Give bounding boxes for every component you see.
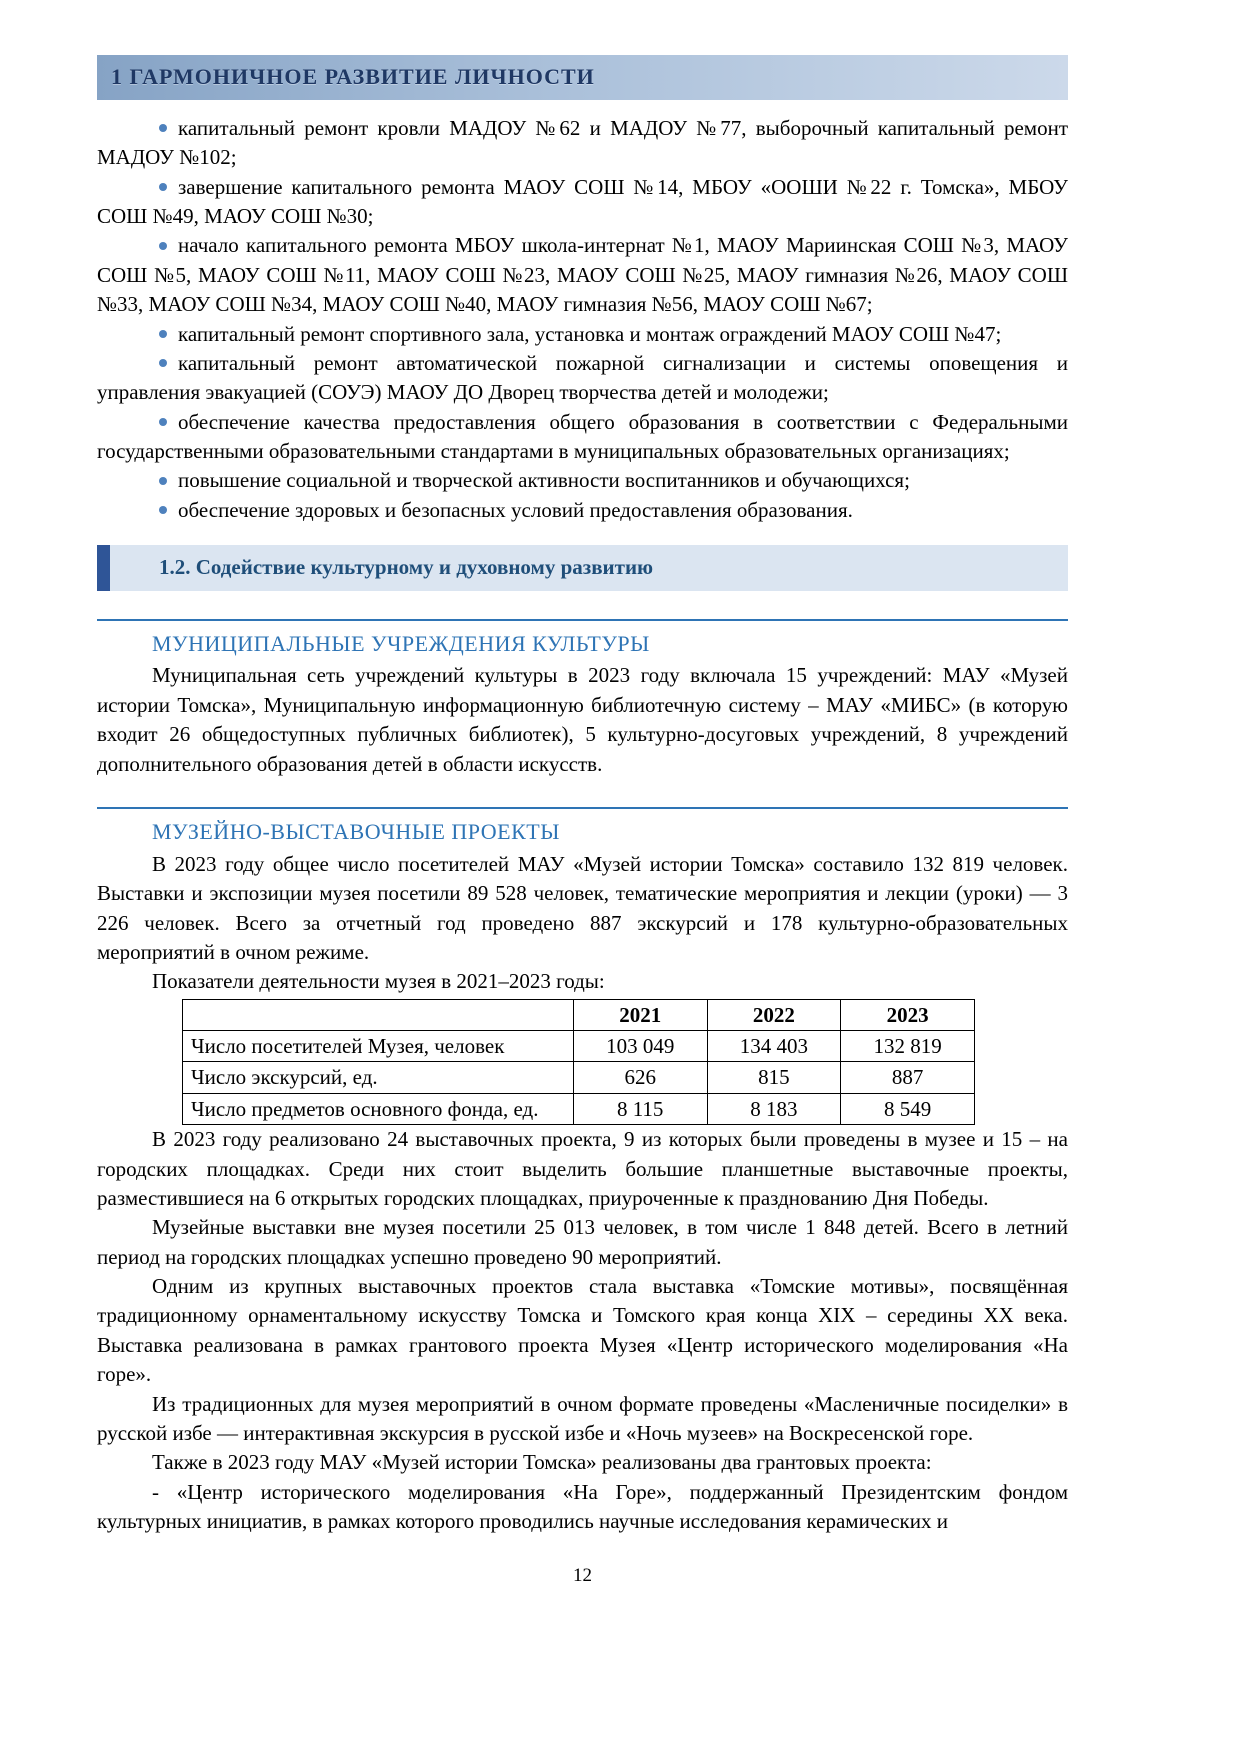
paragraph: Муниципальная сеть учреждений культуры в 2023 году включала 15 учреждений: МАУ «Музей истории Томска», Муниципальную информационную библиотечную систему – МАУ «МИБС» (в которую входит 26 общедоступных публичных библиотек), 5 культурно-досуговых учреждений, 8 учреждений дополнительного образования детей в области искусств. [97,663,1068,776]
table-row [183,1031,975,1062]
table-row [183,1062,975,1093]
bullet-item [97,114,1068,173]
table-row [183,1093,975,1124]
section-1-2-band [97,545,1068,590]
paragraph: Также в 2023 году МАУ «Музей истории Томска» реализованы два грантовых проекта: [152,1450,932,1475]
chapter-banner-title: 1 ГАРМОНИЧНОЕ РАЗВИТИЕ ЛИЧНОСТИ [111,64,595,89]
table-cell: 8 549 [841,1093,975,1124]
bullet-dot-icon [159,124,167,132]
table-cell: 103 049 [573,1031,707,1062]
table-cell: 8 115 [573,1093,707,1124]
table-cell: 8 183 [707,1093,841,1124]
chapter-banner [97,55,1068,100]
bullet-item [97,349,1068,408]
subsection-culture-title: МУНИЦИПАЛЬНЫЕ УЧРЕЖДЕНИЯ КУЛЬТУРЫ [152,630,650,656]
paragraph: Одним из крупных выставочных проектов стала выставка «Томские мотивы», посвящённая традиционному орнаментальному искусству Томска и Томского края конца XIX – середины XX века. Выставка реализована в рамках грантового проекта Музея «Центр исторического моделирования «На горе». [97,1274,1068,1387]
bullet-dot-icon [159,359,167,367]
table-cell: Число предметов основного фонда, ед. [183,1093,574,1124]
subsection-museum-title: МУЗЕЙНО-ВЫСТАВОЧНЫЕ ПРОЕКТЫ [152,819,560,845]
bullet-item [97,496,1068,525]
bullet-item [97,173,1068,232]
bullet-text: начало капитального ремонта МБОУ школа-интернат №1, МАОУ Мариинская СОШ №3, МАОУ СОШ №5, МАОУ СОШ №11, МАОУ СОШ №23, МАОУ СОШ №25, МАОУ гимназия №26, МАОУ СОШ №33, МАОУ СОШ №34, МАОУ СОШ №40, МАОУ гимназия №56, МАОУ СОШ №67; [97,233,1068,317]
table-header-cell: 2022 [707,999,841,1030]
table-header-cell: 2023 [841,999,975,1030]
table-cell: Число экскурсий, ед. [183,1062,574,1093]
bullet-text: обеспечение качества предоставления общего образования в соответствии с Федеральными государственными образовательными стандартами в муниципальных образовательных организациях; [97,409,1068,464]
table-cell: 887 [841,1062,975,1093]
subsection-museum [97,807,1068,1537]
bullet-dot-icon [159,242,167,250]
bullet-dot-icon [159,330,167,338]
bullet-list [97,114,1068,525]
table-cell: 134 403 [707,1031,841,1062]
bullet-item [97,408,1068,467]
bullet-text: капитальный ремонт автоматической пожарной сигнализации и системы оповещения и управления эвакуацией (СОУЭ) МАОУ ДО Дворец творчества детей и молодежи; [97,350,1068,405]
table-header-cell [183,999,574,1030]
bullet-dot-icon [159,506,167,514]
page-number: 12 [573,1564,592,1586]
bullet-text: обеспечение здоровых и безопасных условий предоставления образования. [178,497,853,522]
bullet-dot-icon [159,477,167,485]
table-header-cell: 2021 [573,999,707,1030]
table-caption: Показатели деятельности музея в 2021–2023 годы: [152,969,605,994]
table-cell: Число посетителей Музея, человек [183,1031,574,1062]
table-header-row [183,999,975,1030]
bullet-item [97,466,1068,495]
paragraph: Из традиционных для музея мероприятий в очном формате проведены «Масленичные посиделки» в русской избе — интерактивная экскурсия в русской избе и «Ночь музеев» на Воскресенской горе. [97,1391,1068,1446]
museum-stats-table [182,999,975,1125]
subsection-culture [97,619,1068,779]
bullet-text: капитальный ремонт спортивного зала, установка и монтаж ограждений МАОУ СОШ №47; [178,321,1002,346]
table-cell: 815 [707,1062,841,1093]
section-1-2-title: 1.2. Содействие культурному и духовному развитию [159,555,654,580]
bullet-dot-icon [159,418,167,426]
bullet-dot-icon [159,183,167,191]
bullet-item [97,231,1068,319]
table-cell: 132 819 [841,1031,975,1062]
bullet-text: повышение социальной и творческой активности воспитанников и обучающихся; [178,468,910,493]
bullet-text: капитальный ремонт кровли МАДОУ №62 и МАДОУ №77, выборочный капитальный ремонт МАДОУ №102; [97,115,1068,170]
bullet-text: завершение капитального ремонта МАОУ СОШ №14, МБОУ «ООШИ №22 г. Томска», МБОУ СОШ №49, МАОУ СОШ №30; [97,174,1068,228]
paragraph: В 2023 году реализовано 24 выставочных проекта, 9 из которых были проведены в музее и 15 – на городских площадках. Среди них стоит выделить большие планшетные выставочные проекты, разместившиеся на 6 открытых городских площадках, приуроченные к празднованию Дня Победы. [97,1127,1068,1210]
paragraph: В 2023 году общее число посетителей МАУ «Музей истории Томска» составило 132 819 человек. Выставки и экспозиции музея посетили 89 528 человек, тематические мероприятия и лекции (уроки) — 3 226 человек. Всего за отчетный год проведено 887 экскурсий и 178 культурно-образовательных мероприятий в очном режиме. [97,851,1068,964]
bullet-item [97,320,1068,349]
paragraph: - «Центр исторического моделирования «На Горе», поддержанный Президентским фондом культурных инициатив, в рамках которого проводились научные исследования керамических и [97,1479,1068,1534]
paragraph: Музейные выставки вне музея посетили 25 013 человек, в том числе 1 848 детей. Всего в летний период на городских площадках успешно проведено 90 мероприятий. [97,1215,1068,1269]
table-cell: 626 [573,1062,707,1093]
